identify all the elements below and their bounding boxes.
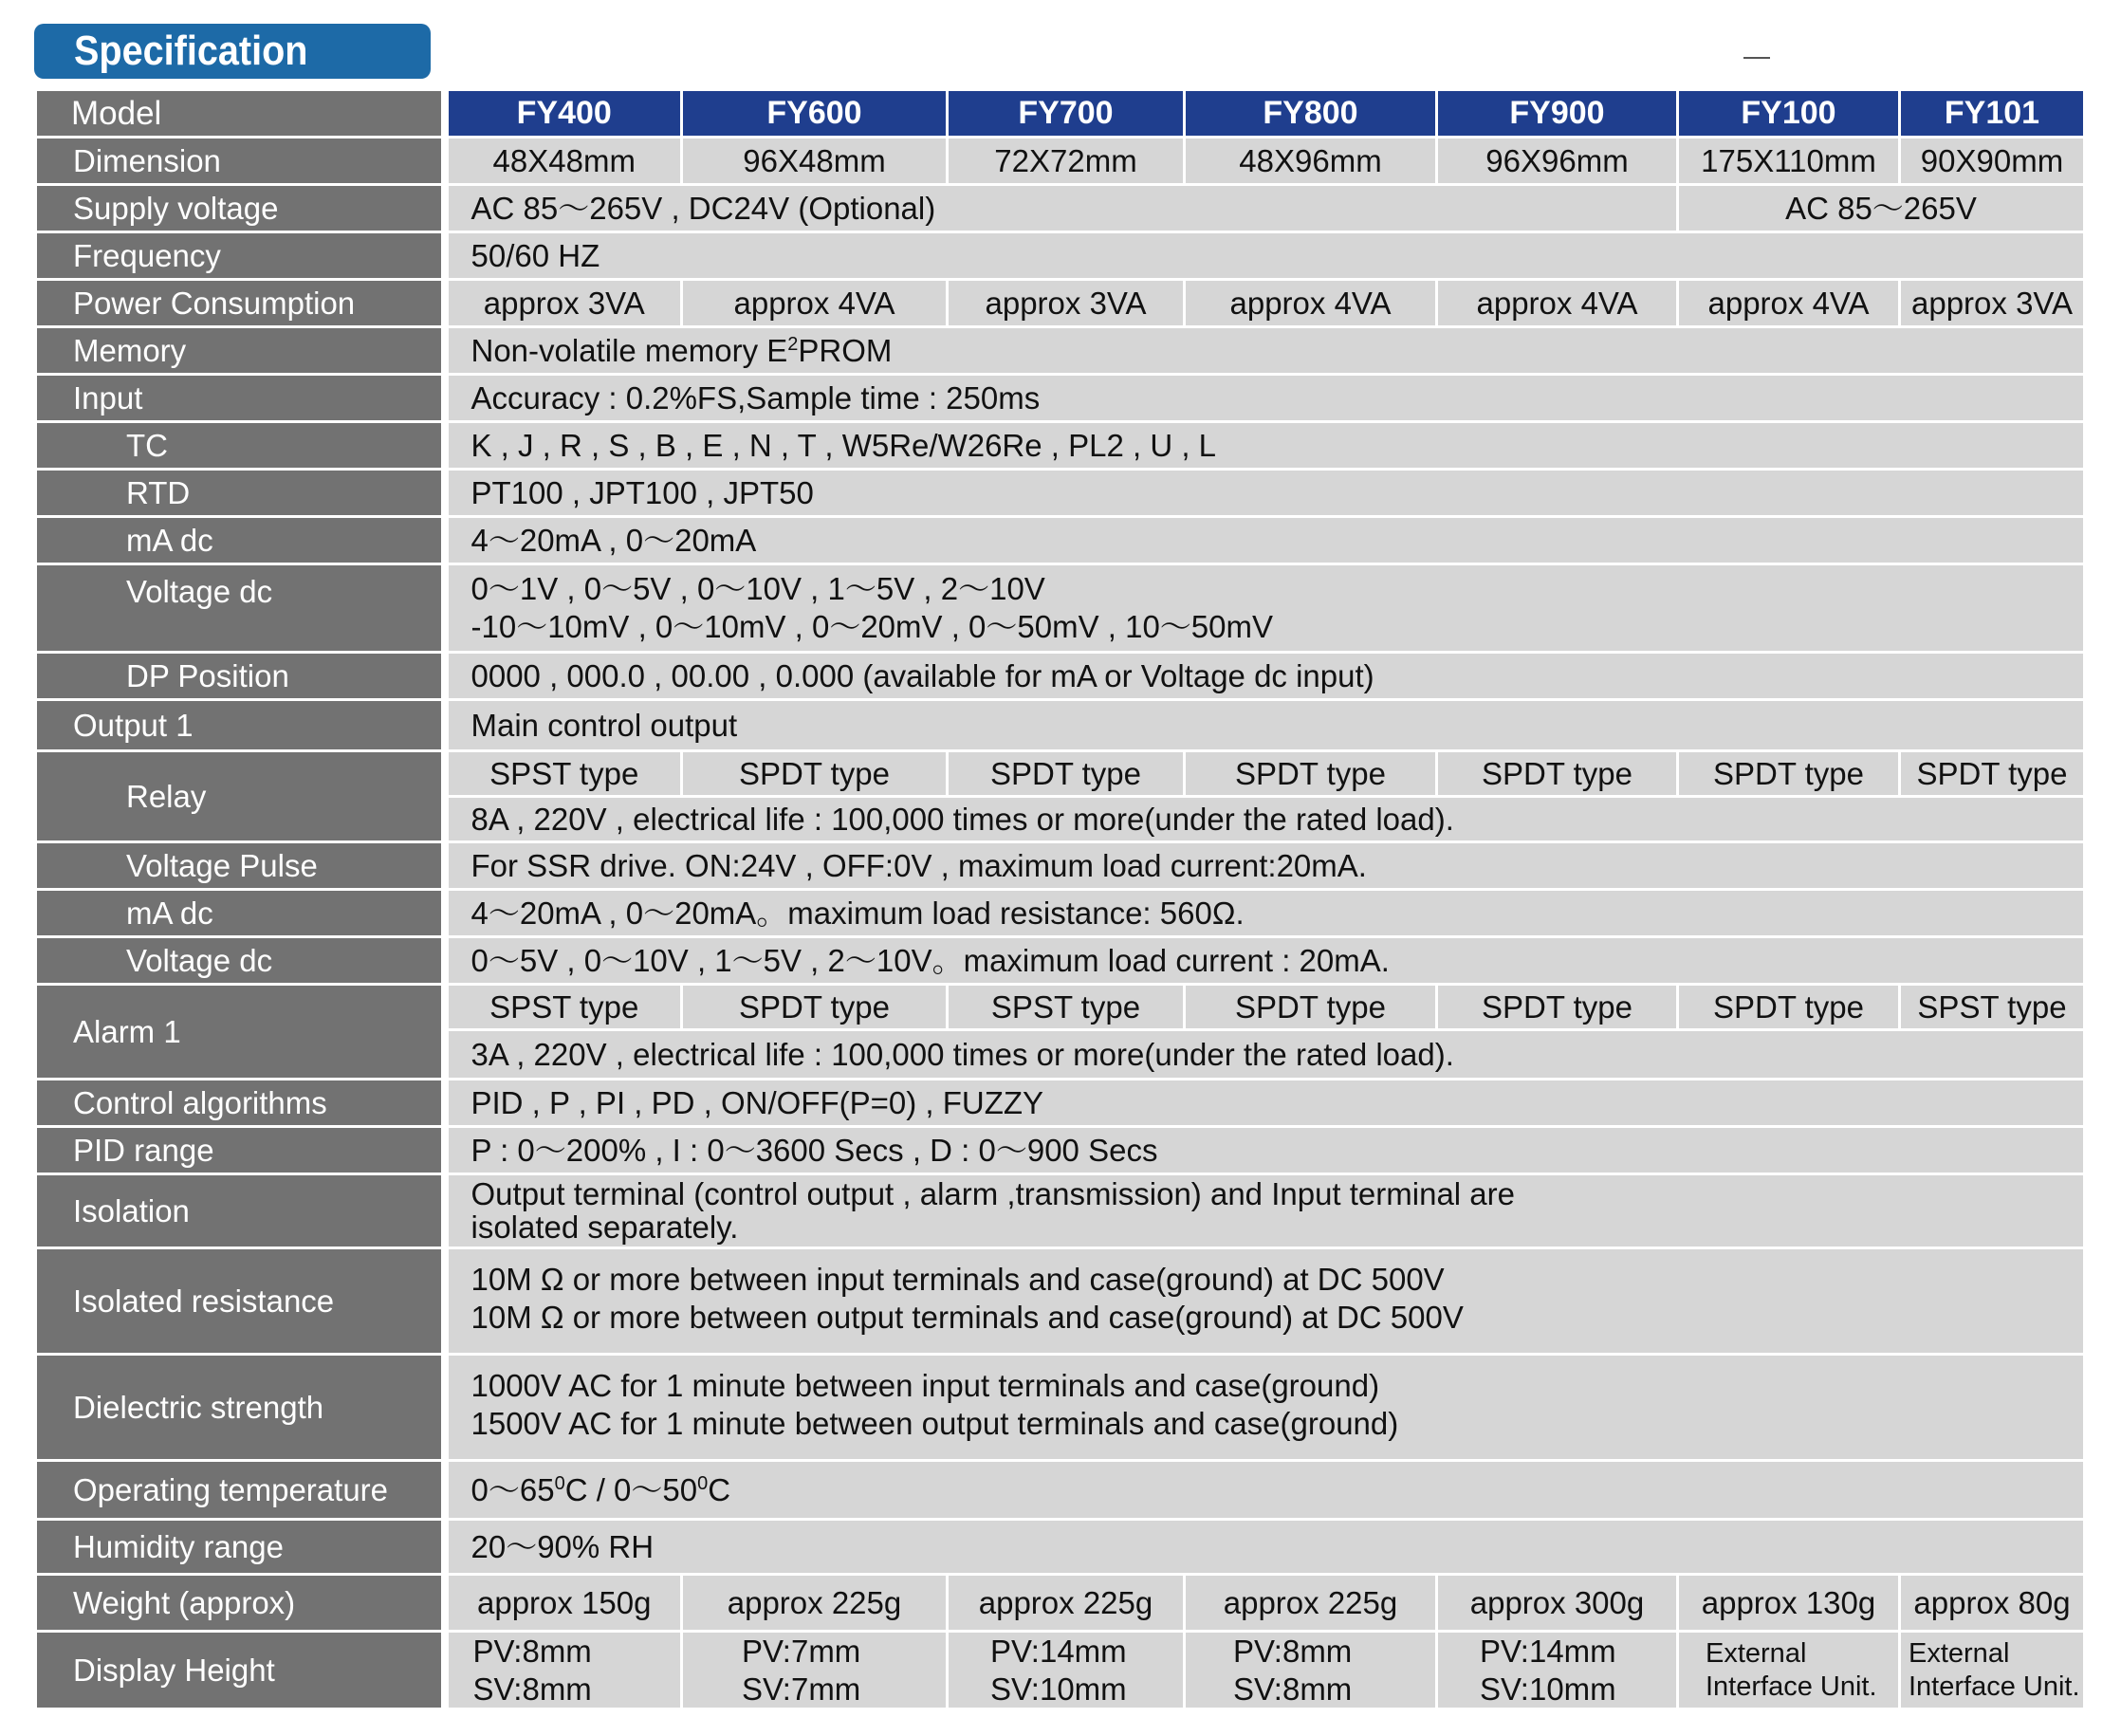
row-out-voltage-dc: [36, 937, 2085, 985]
memory-prefix: Non-volatile memory E: [470, 332, 788, 368]
out-voltage-dc-value: 0～5V , 0～10V , 1～5V , 2～10V。maximum load current : 20mA.: [445, 937, 2085, 985]
label-ma-dc: mA dc: [36, 517, 445, 564]
relay-type-cell: SPDT type: [1437, 751, 1678, 797]
label-dp-position: DP Position: [36, 653, 445, 700]
display-height-cell: [682, 1632, 948, 1709]
relay-type-cell: SPDT type: [682, 751, 948, 797]
row-humidity-range: [36, 1520, 2085, 1575]
dimension-cell: 96X48mm: [682, 138, 948, 185]
row-rtd: [36, 470, 2085, 517]
supply-voltage-alt: AC 85～265V: [1678, 185, 2085, 232]
weight-cell: approx 225g: [682, 1575, 948, 1632]
label-output1: Output 1: [36, 700, 445, 751]
display-pv: PV:7mm: [742, 1634, 861, 1669]
row-voltage-dc: [36, 564, 2085, 653]
alarm-type-cell: SPST type: [1900, 985, 2085, 1030]
dimension-cell: 48X48mm: [445, 138, 682, 185]
row-dp-position: [36, 653, 2085, 700]
memory-suffix: PROM: [798, 332, 893, 368]
isolated-resistance-line: 10M Ω or more between output terminals and case(ground) at DC 500V: [470, 1299, 1464, 1335]
row-frequency: [36, 232, 2085, 280]
isolation-line: isolated separately.: [470, 1209, 739, 1245]
frequency-value: 50/60 HZ: [445, 232, 2085, 280]
power-cell: approx 3VA: [948, 280, 1185, 327]
display-note: External: [1909, 1637, 2010, 1669]
power-cell: approx 4VA: [682, 280, 948, 327]
page-title: Specification: [74, 28, 308, 74]
row-control-algorithms: [36, 1080, 2085, 1127]
display-pv: PV:8mm: [472, 1634, 592, 1669]
isolation-value: [445, 1174, 2085, 1248]
display-height-cell: [948, 1632, 1185, 1709]
alarm-type-cell: SPST type: [948, 985, 1185, 1030]
relay-rating-value: 8A , 220V , electrical life : 100,000 times or more(under the rated load).: [445, 797, 2085, 842]
label-operating-temperature: Operating temperature: [36, 1461, 445, 1520]
row-pid-range: [36, 1127, 2085, 1174]
label-out-ma-dc: mA dc: [36, 890, 445, 937]
ma-dc-value: 4～20mA , 0～20mA: [445, 517, 2085, 564]
dimension-cell: 72X72mm: [948, 138, 1185, 185]
weight-cell: approx 80g: [1900, 1575, 2085, 1632]
row-alarm-types: [36, 985, 2085, 1030]
row-supply-voltage: [36, 185, 2085, 232]
voltage-pulse-value: For SSR drive. ON:24V , OFF:0V , maximum load current:20mA.: [445, 842, 2085, 890]
model-header: FY900: [1437, 90, 1678, 138]
weight-cell: approx 225g: [1185, 1575, 1437, 1632]
relay-type-cell: SPDT type: [948, 751, 1185, 797]
weight-cell: approx 130g: [1678, 1575, 1900, 1632]
label-weight: Weight (approx): [36, 1575, 445, 1632]
temp-a-unit: C / 0～50: [564, 1471, 698, 1507]
weight-cell: approx 150g: [445, 1575, 682, 1632]
out-ma-dc-value: 4～20mA , 0～20mA。maximum load resistance: 560Ω.: [445, 890, 2085, 937]
relay-type-cell: SPDT type: [1900, 751, 2085, 797]
row-power: [36, 280, 2085, 327]
input-value: Accuracy : 0.2%FS,Sample time : 250ms: [445, 375, 2085, 422]
pid-range-value: P : 0～200% , I : 0～3600 Secs , D : 0～900 Secs: [445, 1127, 2085, 1174]
dielectric-strength-value: [445, 1355, 2085, 1461]
label-alarm1: Alarm 1: [36, 985, 445, 1080]
row-relay-types: [36, 751, 2085, 797]
label-power: Power Consumption: [36, 280, 445, 327]
label-isolated-resistance: Isolated resistance: [36, 1248, 445, 1355]
row-voltage-pulse: [36, 842, 2085, 890]
voltage-dc-value: [445, 564, 2085, 653]
label-dimension: Dimension: [36, 138, 445, 185]
alarm-type-cell: SPDT type: [1437, 985, 1678, 1030]
display-height-cell: [1678, 1632, 1900, 1709]
power-cell: approx 4VA: [1678, 280, 1900, 327]
display-sv: SV:10mm: [1480, 1671, 1616, 1707]
label-isolation: Isolation: [36, 1174, 445, 1248]
display-pv: PV:14mm: [990, 1634, 1127, 1669]
power-cell: approx 4VA: [1185, 280, 1437, 327]
display-sv: SV:7mm: [742, 1671, 861, 1707]
power-cell: approx 3VA: [1900, 280, 2085, 327]
display-note: Interface Unit.: [1706, 1671, 1877, 1702]
model-header: FY400: [445, 90, 682, 138]
label-out-voltage-dc: Voltage dc: [36, 937, 445, 985]
relay-type-cell: SPDT type: [1185, 751, 1437, 797]
model-header: FY700: [948, 90, 1185, 138]
dimension-cell: 175X110mm: [1678, 138, 1900, 185]
row-weight: [36, 1575, 2085, 1632]
dielectric-strength-line: 1000V AC for 1 minute between input terminals and case(ground): [470, 1368, 1380, 1403]
row-dielectric-strength: [36, 1355, 2085, 1461]
dielectric-strength-line: 1500V AC for 1 minute between output terminals and case(ground): [470, 1405, 1399, 1441]
display-pv: PV:14mm: [1480, 1634, 1616, 1669]
row-operating-temperature: [36, 1461, 2085, 1520]
label-memory: Memory: [36, 327, 445, 375]
display-sv: SV:8mm: [1233, 1671, 1353, 1707]
dimension-cell: 48X96mm: [1185, 138, 1437, 185]
model-header: FY800: [1185, 90, 1437, 138]
weight-cell: approx 225g: [948, 1575, 1185, 1632]
temp-b-unit: C: [708, 1471, 731, 1507]
isolated-resistance-line: 10M Ω or more between input terminals and case(ground) at DC 500V: [470, 1262, 1445, 1297]
alarm-type-cell: SPDT type: [1678, 985, 1900, 1030]
isolation-line: Output terminal (control output , alarm ,transmission) and Input terminal are: [470, 1175, 1515, 1211]
dp-position-value: 0000 , 000.0 , 00.00 , 0.000 (available for mA or Voltage dc input): [445, 653, 2085, 700]
degree-sup: 0: [697, 1472, 709, 1494]
row-memory: [36, 327, 2085, 375]
memory-value: [445, 327, 2085, 375]
model-header: FY600: [682, 90, 948, 138]
row-input: [36, 375, 2085, 422]
row-output1: [36, 700, 2085, 751]
dimension-cell: 96X96mm: [1437, 138, 1678, 185]
memory-sup: 2: [787, 333, 799, 355]
humidity-range-value: 20～90% RH: [445, 1520, 2085, 1575]
display-height-cell: [1437, 1632, 1678, 1709]
model-header: FY101: [1900, 90, 2085, 138]
display-height-cell: [445, 1632, 682, 1709]
row-tc: [36, 422, 2085, 470]
row-out-ma-dc: [36, 890, 2085, 937]
temp-a: 0～65: [470, 1471, 555, 1507]
row-dimension: [36, 138, 2085, 185]
row-ma-dc: [36, 517, 2085, 564]
label-voltage-pulse: Voltage Pulse: [36, 842, 445, 890]
spec-table: [34, 88, 2086, 1710]
operating-temperature-value: [445, 1461, 2085, 1520]
label-dielectric-strength: Dielectric strength: [36, 1355, 445, 1461]
model-header: FY100: [1678, 90, 1900, 138]
display-height-cell: [1900, 1632, 2085, 1709]
row-isolation: [36, 1174, 2085, 1248]
label-input: Input: [36, 375, 445, 422]
output1-value: Main control output: [445, 700, 2085, 751]
label-tc: TC: [36, 422, 445, 470]
alarm-type-cell: SPDT type: [1185, 985, 1437, 1030]
alarm-rating-value: 3A , 220V , electrical life : 100,000 times or more(under the rated load).: [445, 1030, 2085, 1080]
label-model: Model: [36, 90, 445, 138]
label-humidity-range: Humidity range: [36, 1520, 445, 1575]
alarm-type-cell: SPDT type: [682, 985, 948, 1030]
label-relay: Relay: [36, 751, 445, 842]
display-height-cell: [1185, 1632, 1437, 1709]
alarm-type-cell: SPST type: [445, 985, 682, 1030]
voltage-dc-line: 0～1V , 0～5V , 0～10V , 1～5V , 2～10V: [470, 571, 1045, 607]
display-sv: SV:8mm: [472, 1671, 592, 1707]
row-isolated-resistance: [36, 1248, 2085, 1355]
label-display-height: Display Height: [36, 1632, 445, 1709]
relay-type-cell: SPST type: [445, 751, 682, 797]
label-supply-voltage: Supply voltage: [36, 185, 445, 232]
supply-voltage-main: AC 85～265V , DC24V (Optional): [445, 185, 1678, 232]
display-pv: PV:8mm: [1233, 1634, 1353, 1669]
spec-banner: [34, 24, 431, 79]
display-sv: SV:10mm: [990, 1671, 1127, 1707]
voltage-dc-line: -10～10mV , 0～10mV , 0～20mV , 0～50mV , 10～50mV: [470, 609, 1274, 644]
power-cell: approx 4VA: [1437, 280, 1678, 327]
label-pid-range: PID range: [36, 1127, 445, 1174]
dimension-cell: 90X90mm: [1900, 138, 2085, 185]
rtd-value: PT100 , JPT100 , JPT50: [445, 470, 2085, 517]
power-cell: approx 3VA: [445, 280, 682, 327]
decorative-dash: [1743, 57, 1770, 59]
tc-value: K , J , R , S , B , E , N , T , W5Re/W26Re , PL2 , U , L: [445, 422, 2085, 470]
isolated-resistance-value: [445, 1248, 2085, 1355]
display-note: External: [1706, 1637, 1807, 1669]
label-frequency: Frequency: [36, 232, 445, 280]
label-control-algorithms: Control algorithms: [36, 1080, 445, 1127]
weight-cell: approx 300g: [1437, 1575, 1678, 1632]
label-voltage-dc: Voltage dc: [36, 564, 445, 653]
control-algorithms-value: PID , P , PI , PD , ON/OFF(P=0) , FUZZY: [445, 1080, 2085, 1127]
degree-sup: 0: [554, 1472, 565, 1494]
label-rtd: RTD: [36, 470, 445, 517]
row-model: [36, 90, 2085, 138]
row-display-height: [36, 1632, 2085, 1709]
relay-type-cell: SPDT type: [1678, 751, 1900, 797]
display-note: Interface Unit.: [1909, 1671, 2080, 1702]
